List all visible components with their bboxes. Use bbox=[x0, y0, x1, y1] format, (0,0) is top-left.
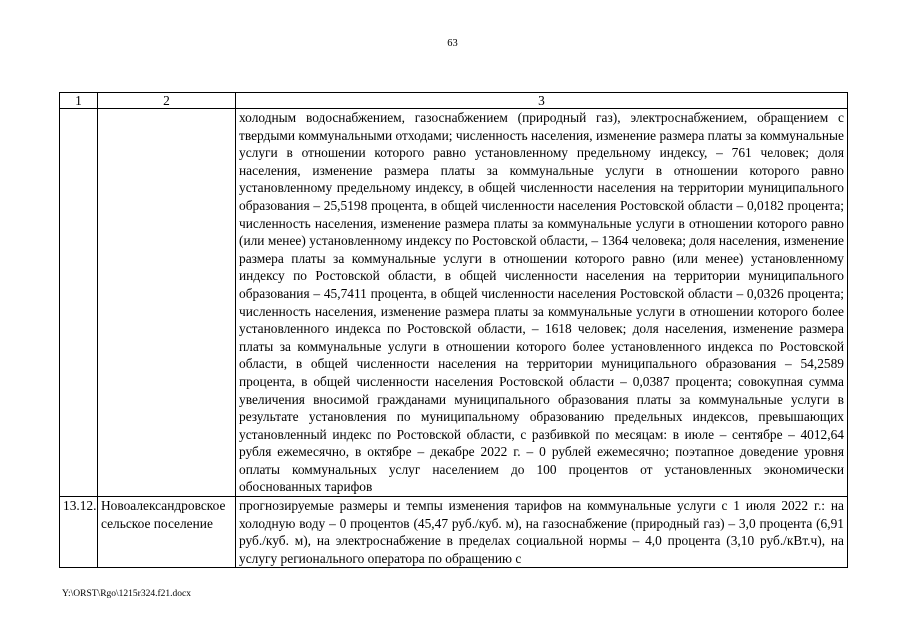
column-header-2: 2 bbox=[98, 93, 236, 109]
row-settlement-name: Новоалександровское сельское поселение bbox=[98, 497, 236, 568]
table-header-row bbox=[60, 93, 848, 109]
column-header-3: 3 bbox=[236, 93, 848, 109]
footer-file-path: Y:\ORST\Rgo\1215r324.f21.docx bbox=[62, 589, 191, 599]
column-header-1: 1 bbox=[60, 93, 98, 109]
row-number: 13.12. bbox=[60, 497, 98, 568]
row-number bbox=[60, 109, 98, 497]
row-description: прогнозируемые размеры и темпы изменения тарифов на коммунальные услуги с 1 июля 2022 г.: на холодную воду – 0 процентов (45,47 руб./куб. м), на газоснабжение (природный газ) – 3,0 процента (6,91 руб./куб. м), на электроснабжение в пределах социальной нормы – 4,0 процента (3,10 руб./кВт.ч), на услугу регионального оператора по обращению с bbox=[236, 497, 848, 568]
row-settlement-name bbox=[98, 109, 236, 497]
document-table bbox=[59, 92, 848, 568]
page-number: 63 bbox=[447, 38, 458, 49]
table-row bbox=[60, 109, 848, 497]
row-description: холодным водоснабжением, газоснабжением (природный газ), электроснабжением, обращением с твердыми коммунальными отходами; численность населения, изменение размера платы за коммунальные услуги в отношении которого равно установленному предельному индексу, – 761 человек; доля населения, изменение размера платы за коммунальные услуги в отношении которого равно установленному предельному индексу, в общей численности населения на территории муниципального образования – 25,5198 процента, в общей численности населения Ростовской области – 0,0182 процента; численность населения, изменение размера платы за коммунальные услуги в отношении которого равно (или менее) установленному индексу по Ростовской области, – 1364 человека; доля населения, изменение размера платы за коммунальные услуги в отношении которого равно (или менее) установленному индексу по Ростовской области, в общей численности населения на территории муниципального образования – 45,7411 процента, в общей численности населения Ростовской области – 0,0326 процента; численность населения, изменение размера платы за коммунальные услуги в отношении которого более установленного индекса по Ростовской области, – 1618 человек; доля населения, изменение размера платы за коммунальные услуги в отношении которого более установленного индекса по Ростовской области, в общей численности населения на территории муниципального образования – 54,2589 процента, в общей численности населения Ростовской области – 0,0387 процента; совокупная сумма увеличения вносимой гражданами муниципального образования платы за коммунальные услуги в результате установления по муниципальному образованию предельных индексов, превышающих установленный индекс по Ростовской области, с разбивкой по месяцам: в июле – сентябре – 4012,64 рубля ежемесячно, в октябре – декабре 2022 г. – 0 рублей ежемесячно; поэтапное доведение уровня оплаты коммунальных услуг населением до 100 процентов от установленных экономически обоснованных тарифов bbox=[236, 109, 848, 497]
table-row bbox=[60, 497, 848, 568]
